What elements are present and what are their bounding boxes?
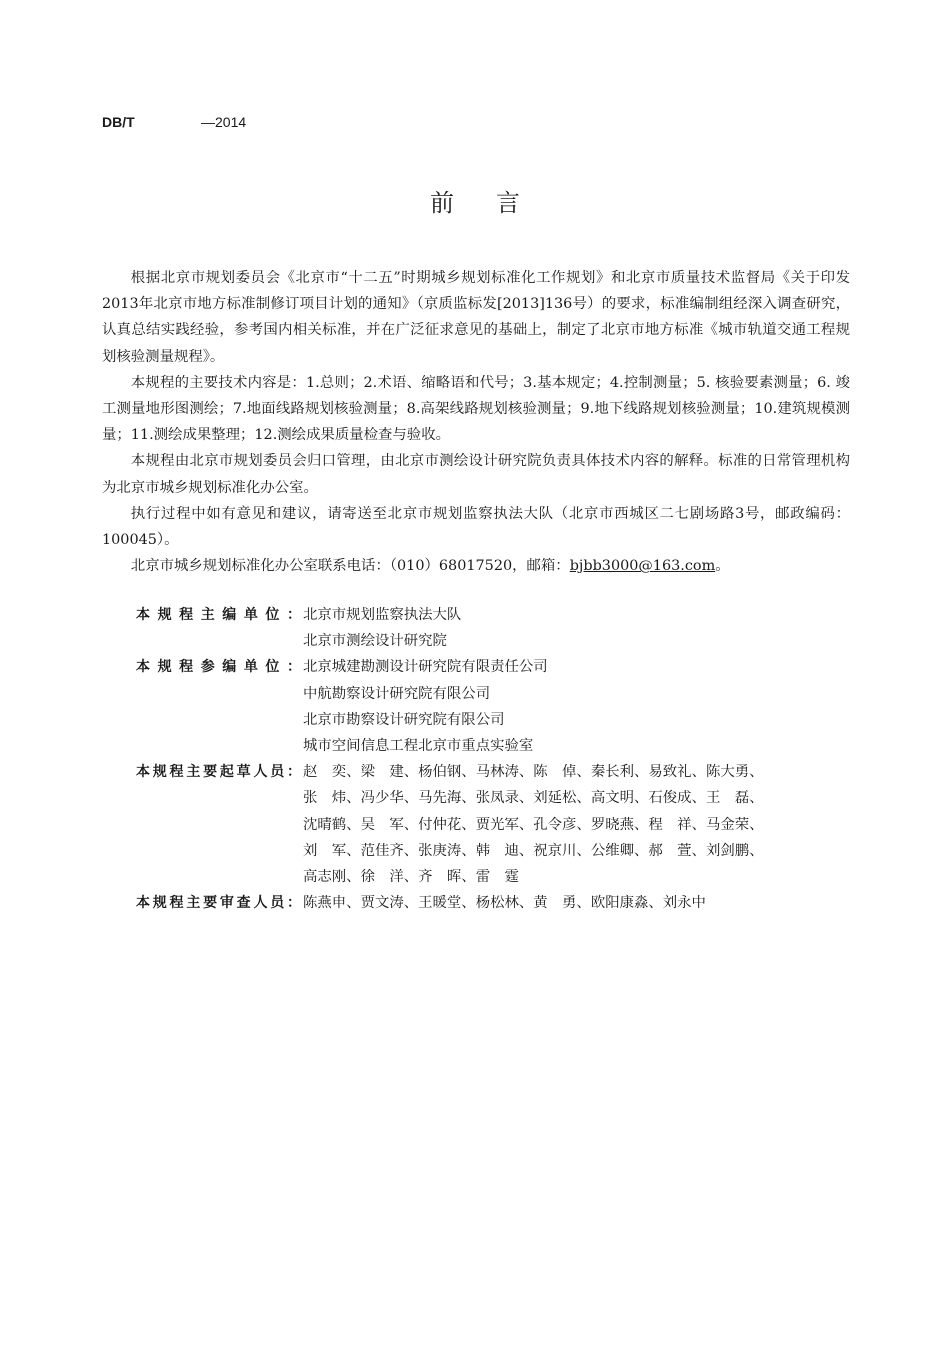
credit-value: 刘 军、范佳齐、张庚涛、韩 迪、祝京川、公维卿、郝 萱、刘剑鹏、 bbox=[303, 842, 764, 859]
preface-paragraph: 本规程的主要技术内容是：1.总则；2.术语、缩略语和代号；3.基本规定；4.控制测量；5. 核验要素测量；6. 竣工测量地形图测绘；7.地面线路规划核验测量；8.高架线路规划核验测量；9.地下线路规划核验测量；10.建筑规模测量；11.测绘成果整理；12.测绘成果质量检查与验收。 bbox=[102, 374, 850, 444]
credit-label: 本规程参编单位： bbox=[136, 659, 301, 676]
credit-value: 北京市勘察设计研究院有限公司 bbox=[303, 711, 505, 728]
contact-text: 北京市城乡规划标准化办公室联系电话：（010）68017520，邮箱： bbox=[130, 558, 570, 575]
contact-line bbox=[102, 553, 850, 579]
page-title: 前言 bbox=[430, 189, 562, 217]
credit-value: 北京城建勘测设计研究院有限责任公司 bbox=[303, 659, 548, 676]
contact-end: 。 bbox=[715, 558, 730, 575]
contact-email-link[interactable]: bjbb3000@163.com bbox=[569, 558, 716, 575]
credit-row-reviewers bbox=[136, 890, 856, 916]
preface-paragraph: 根据北京市规划委员会《北京市“十二五”时期城乡规划标准化工作规划》和北京市质量技术监督局《关于印发2013年北京市地方标准制修订项目计划的通知》（京质监标发[2013]136号）的要求，标准编制组经深入调查研究，认真总结实践经验，参考国内相关标准，并在广泛征求意见的基础上，制定了北京市地方标准《城市轨道交通工程规划核验测量规程》。 bbox=[102, 270, 850, 365]
credit-value: 赵 奕、梁 建、杨伯钢、马林涛、陈 倬、秦长利、易致礼、陈大勇、 bbox=[303, 764, 764, 781]
credit-label: 本规程主要起草人员： bbox=[136, 764, 301, 781]
credit-value: 高志刚、徐 洋、齐 晖、雷 霆 bbox=[303, 869, 519, 886]
credit-values bbox=[303, 602, 856, 654]
credit-row-chief-editor bbox=[136, 602, 856, 654]
credit-value: 北京市测绘设计研究院 bbox=[303, 633, 447, 650]
credits-section bbox=[136, 602, 856, 916]
standard-code: DB/T bbox=[102, 114, 135, 130]
credit-value: 城市空间信息工程北京市重点实验室 bbox=[303, 738, 534, 755]
credit-values bbox=[303, 654, 856, 759]
credit-value: 沈晴鹤、吴 军、付仲花、贾光军、孔令彦、罗晓燕、程 祥、马金荣、 bbox=[303, 816, 764, 833]
credit-row-participating-units bbox=[136, 654, 856, 759]
credit-value: 中航勘察设计研究院有限公司 bbox=[303, 685, 491, 702]
preface-paragraph: 本规程由北京市规划委员会归口管理，由北京市测绘设计研究院负责具体技术内容的解释。标准的日常管理机构为北京市城乡规划标准化办公室。 bbox=[102, 453, 850, 496]
preface-paragraph: 执行过程中如有意见和建议，请寄送至北京市规划监察执法大队（北京市西城区二七剧场路3号，邮政编码：100045）。 bbox=[102, 505, 850, 549]
document-header bbox=[102, 114, 247, 131]
preface-body bbox=[102, 265, 850, 579]
credit-value: 张 炜、冯少华、马先海、张凤录、刘延松、高文明、石俊成、王 磊、 bbox=[303, 790, 764, 807]
credit-values bbox=[303, 759, 856, 890]
credit-value: 陈燕申、贾文涛、王暖堂、杨松林、黄 勇、欧阳康淼、刘永中 bbox=[303, 895, 706, 912]
credit-value: 北京市规划监察执法大队 bbox=[303, 607, 462, 623]
standard-year: —2014 bbox=[201, 114, 247, 130]
credit-label: 本规程主要审查人员： bbox=[136, 895, 301, 912]
credit-values bbox=[303, 890, 856, 916]
credit-row-drafters bbox=[136, 759, 856, 890]
credit-label: 本规程主编单位： bbox=[136, 607, 301, 623]
